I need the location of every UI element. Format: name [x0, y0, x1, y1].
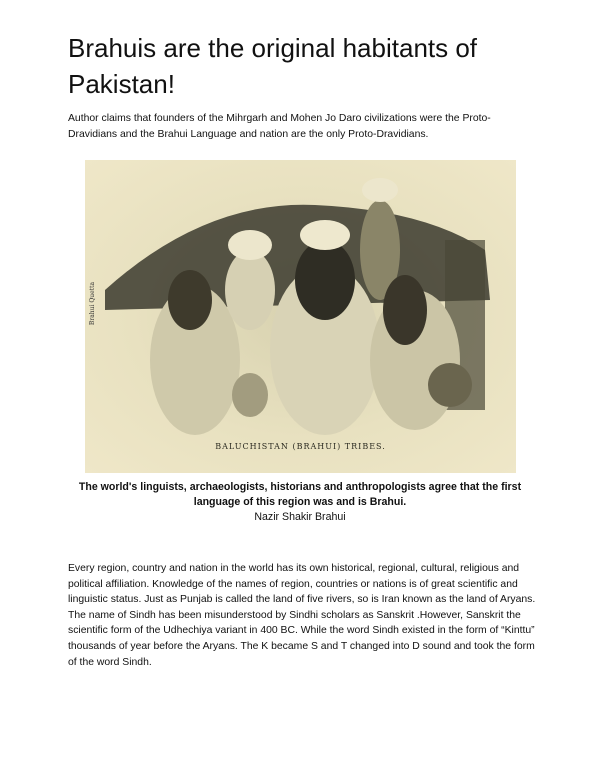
author-name: Nazir Shakir Brahui [254, 511, 346, 523]
page-title: Brahuis are the original habitants of Pakistan! [68, 33, 478, 99]
historical-photo [85, 160, 516, 473]
photo-illustration [85, 160, 516, 473]
photo-caption-text: BALUCHISTAN (BRAHUI) TRIBES. [215, 442, 386, 451]
photo-side-text: Brahui Quetta [89, 281, 97, 326]
body-paragraph: Every region, country and nation in the world has its own historical, regional, cultural, religious and political affiliation. Knowledge of the names of region, countries or nations is of great scientific and linguistic status. Just as Punjab is called the land of five rivers, so is Iran known as the land of Aryans. The name of Sindh has been misunderstood by Sindhi scholars as Sanskrit .However, Sanskrit the scientific form of the Udhechiya variant in 400 BC. While the word Sindh existed in the form of “Kinttu” thousands of year before the Aryans. The K became S and T changed into D sound and took the form of the word Sindh. [68, 563, 536, 668]
image-caption: The world's linguists, archaeologists, historians and anthropologists agree that the first language of this region was and is Brahui. [78, 481, 522, 508]
intro-paragraph: Author claims that founders of the Mihrgarh and Mohen Jo Daro civilizations were the Proto-Dravidians and the Brahui Language and nation are the only Proto-Dravidians. [68, 113, 491, 140]
